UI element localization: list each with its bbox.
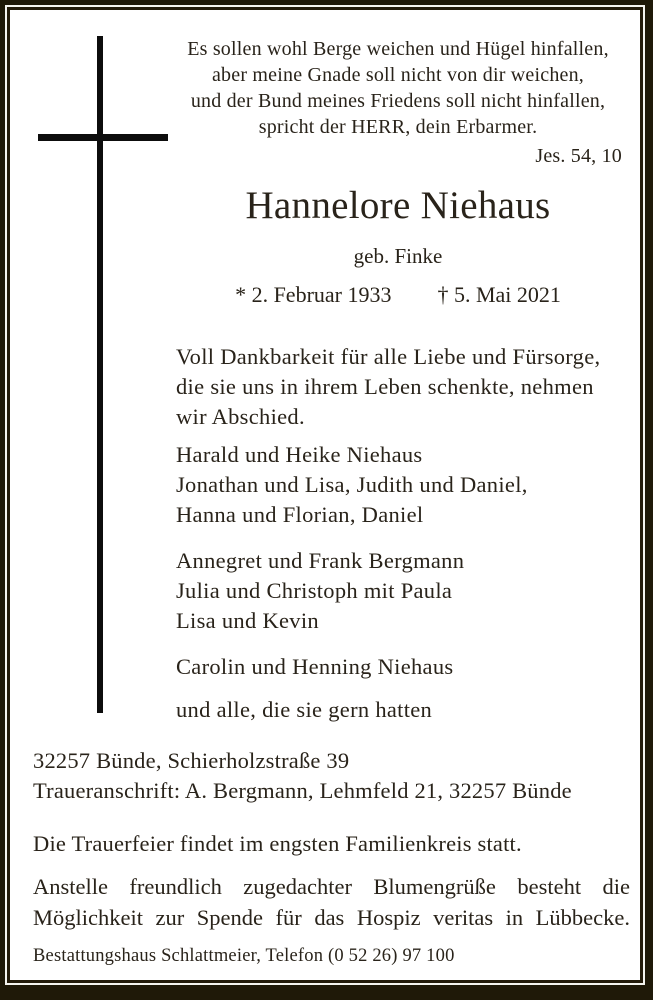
- funeral-home-info: Bestattungshaus Schlattmeier, Telefon (0 52 26) 97 100: [33, 946, 455, 966]
- mourner-group: [176, 695, 640, 725]
- life-dates: [168, 282, 628, 308]
- mourner-line: Lisa und Kevin: [176, 608, 319, 633]
- scripture-reference: Jes. 54, 10: [535, 145, 622, 167]
- mourner-group: [176, 546, 640, 636]
- cross-horizontal-bar: [38, 134, 168, 141]
- mourner-line: Hanna und Florian, Daniel: [176, 502, 424, 527]
- tribute-line: die sie uns in ihrem Leben schenkte, nehmen: [176, 374, 594, 399]
- mourner-line: Harald und Heike Niehaus: [176, 442, 423, 467]
- scripture-quote-line: spricht der HERR, dein Erbarmer.: [258, 116, 538, 138]
- tribute-line: wir Abschied.: [176, 404, 305, 429]
- scripture-quote-line: und der Bund meines Friedens soll nicht hinfallen,: [190, 90, 606, 112]
- obituary-notice-card: [7, 7, 643, 983]
- donation-note-line: Möglichkeit zur Spende für das Hospiz veritas in Lübbecke.: [33, 905, 630, 930]
- death-date: † 5. Mai 2021: [437, 282, 561, 307]
- home-address: 32257 Bünde, Schierholzstraße 39: [33, 748, 350, 773]
- mourner-line: Jonathan und Lisa, Judith und Daniel,: [176, 472, 528, 497]
- donation-note: [33, 871, 630, 933]
- tribute-paragraph: [176, 342, 640, 432]
- scripture-quote-line: Es sollen wohl Berge weichen und Hügel hinfallen,: [187, 38, 609, 60]
- mourner-line: Annegret und Frank Bergmann: [176, 548, 465, 573]
- birth-date: * 2. Februar 1933: [235, 282, 392, 307]
- scripture-quote: [170, 36, 626, 169]
- tribute-line: Voll Dankbarkeit für alle Liebe und Fürsorge,: [176, 344, 601, 369]
- deceased-name: Hannelore Niehaus: [245, 184, 551, 227]
- donation-note-line: Anstelle freundlich zugedachter Blumengrüße besteht die: [33, 874, 630, 899]
- mourner-line: Julia und Christoph mit Paula: [176, 578, 453, 603]
- condolence-address: Traueranschrift: A. Bergmann, Lehmfeld 21, 32257 Bünde: [33, 778, 572, 803]
- mourner-group: [176, 652, 640, 682]
- mourners-list: [176, 440, 640, 725]
- ceremony-note: Die Trauerfeier findet im engsten Familienkreis statt.: [33, 831, 522, 856]
- maiden-name: geb. Finke: [353, 244, 443, 268]
- mourner-line: Carolin und Henning Niehaus: [176, 654, 454, 679]
- mourner-group: [176, 440, 640, 530]
- mourner-line: und alle, die sie gern hatten: [176, 697, 433, 722]
- scripture-quote-line: aber meine Gnade soll nicht von dir weichen,: [211, 64, 584, 86]
- address-block: [33, 746, 633, 806]
